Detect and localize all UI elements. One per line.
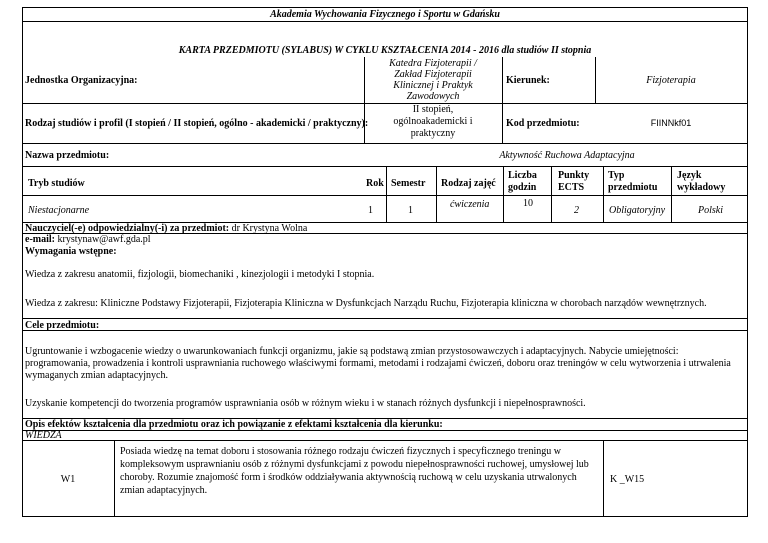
outcomes-label: Opis efektów kształcenia dla przedmiotu oraz ich powiązanie z efektami kształcenia dla kierunku:: [25, 419, 443, 430]
row-class-type: ćwiczenia: [450, 199, 490, 210]
direction-label: Kierunek:: [506, 75, 550, 86]
header-class-type: Rodzaj zajęć: [441, 178, 496, 189]
header-semester: Semestr: [391, 178, 426, 189]
syllabus-title: KARTA PRZEDMIOTU (SYLABUS) W CYKLU KSZTAŁCENIA 2014 - 2016 dla studiów II stopnia: [178, 45, 592, 56]
row-language: Polski: [698, 205, 723, 216]
outcome-code: W1: [60, 474, 76, 485]
course-name-label: Nazwa przedmiotu:: [25, 150, 110, 161]
course-name-value: Aktywność Ruchowa Adaptacyjna: [499, 150, 635, 161]
requirements-line-2: Wiedza z zakresu: Kliniczne Podstawy Fizjoterapii, Fizjoterapia Kliniczna w Dysfunkcjach Narządu Ruchu, Fizjoterapia kliniczna w chorobach narządów wewnętrznych.: [25, 298, 707, 309]
outcome-ref: K _W15: [610, 474, 645, 485]
course-code-value: FIINNkf01: [650, 118, 692, 128]
study-kind-label: Rodzaj studiów i profil (I stopień / II stopień, ogólno - akademicki / praktyczny):: [25, 118, 369, 129]
goals-label: Cele przedmiotu:: [25, 320, 100, 331]
course-code-label: Kod przedmiotu:: [506, 118, 580, 129]
requirements-line-1: Wiedza z zakresu anatomii, fizjologii, biomechaniki , kinezjologii i metodyki I stopnia.: [25, 269, 375, 280]
header-year: Rok: [366, 178, 384, 189]
goals-paragraph-2: Uzyskanie kompetencji do tworzenia programów usprawniania osób w różnym wieku i w stanach różnych dysfunkcji i niepełnosprawności.: [25, 398, 586, 409]
header-mode: Tryb studiów: [28, 178, 85, 189]
row-year: 1: [368, 205, 373, 216]
teacher-name: dr Krystyna Wolna: [231, 223, 308, 234]
section-wiedza: WIEDZA: [25, 430, 62, 441]
direction-value: Fizjoterapia: [646, 75, 696, 86]
email-value[interactable]: krystynaw@awf.gda.pl: [57, 234, 151, 245]
email-line: [25, 234, 151, 245]
row-mode: Niestacjonarne: [28, 205, 90, 216]
teacher-label: Nauczyciel(-e) odpowiedzialny(-i) za przedmiot:: [25, 223, 230, 234]
requirements-label: Wymagania wstępne:: [25, 246, 117, 257]
email-label: e-mail:: [25, 234, 55, 245]
academy-name: Akademia Wychowania Fizycznego i Sportu w Gdańsku: [270, 9, 500, 20]
row-subject-type: Obligatoryjny: [609, 205, 666, 216]
row-ects: 2: [574, 205, 579, 216]
unit-label: Jednostka Organizacyjna:: [25, 75, 138, 86]
row-hours: 10: [523, 198, 533, 209]
teacher-line: [25, 223, 307, 234]
row-semester: 1: [408, 205, 413, 216]
